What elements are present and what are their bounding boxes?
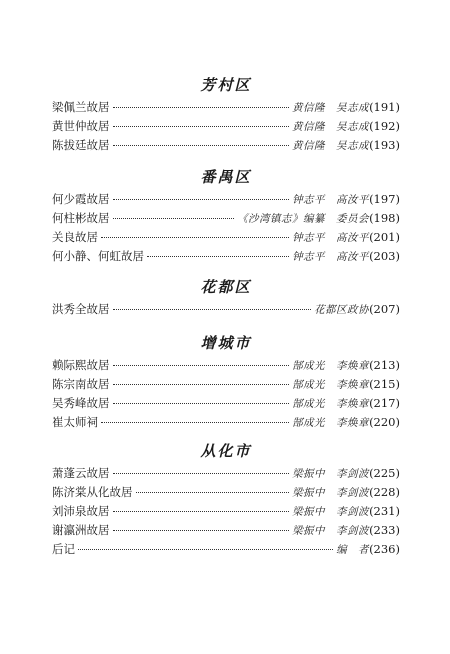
entry-title: 谢瀛洲故居 bbox=[52, 523, 110, 537]
entry-page-number: (201) bbox=[369, 230, 400, 244]
toc-section bbox=[52, 440, 400, 559]
dot-leader bbox=[113, 472, 290, 474]
entry-title: 关良故居 bbox=[52, 230, 98, 244]
toc-entry[interactable] bbox=[52, 209, 400, 228]
dot-leader bbox=[113, 510, 290, 512]
entry-author: 《沙湾镇志》编纂 委员会 bbox=[237, 213, 370, 225]
dot-leader bbox=[113, 144, 290, 146]
entry-author: 黄信隆 吴志成 bbox=[292, 121, 370, 133]
entry-title: 吴秀峰故居 bbox=[52, 396, 110, 410]
entry-title: 萧蓬云故居 bbox=[52, 466, 110, 480]
section-title: 花都区 bbox=[200, 278, 252, 296]
entry-author: 钟志平 高汝平 bbox=[292, 232, 370, 244]
entry-page-number: (192) bbox=[369, 119, 400, 133]
entry-author: 郜成光 李焕章 bbox=[292, 417, 370, 429]
dot-leader bbox=[113, 383, 290, 385]
entry-author: 梁振中 李剑波 bbox=[292, 468, 370, 480]
toc-entry[interactable] bbox=[52, 394, 400, 413]
entry-page-number: (215) bbox=[369, 377, 400, 391]
dot-leader bbox=[113, 106, 290, 108]
entry-author: 郜成光 李焕章 bbox=[292, 379, 370, 391]
dot-leader bbox=[113, 308, 312, 310]
dot-leader bbox=[101, 236, 289, 238]
entry-title: 刘沛泉故居 bbox=[52, 504, 110, 518]
toc-entry[interactable] bbox=[52, 483, 400, 502]
section-title: 增城市 bbox=[200, 334, 252, 352]
dot-leader bbox=[78, 548, 333, 550]
entry-page-number: (231) bbox=[369, 504, 400, 518]
entry-page-number: (203) bbox=[369, 249, 400, 263]
dot-leader bbox=[136, 491, 290, 493]
entry-title: 何少霞故居 bbox=[52, 192, 110, 206]
entry-title: 陈济棠从化故居 bbox=[52, 485, 133, 499]
toc-entry[interactable] bbox=[52, 502, 400, 521]
dot-leader bbox=[113, 364, 290, 366]
section-title: 番禺区 bbox=[200, 168, 252, 186]
dot-leader bbox=[113, 217, 235, 219]
entry-author: 梁振中 李剑波 bbox=[292, 506, 370, 518]
entry-page-number: (193) bbox=[369, 138, 400, 152]
entry-page-number: (228) bbox=[369, 485, 400, 499]
entry-title: 崔太师祠 bbox=[52, 415, 98, 429]
entry-author: 郜成光 李焕章 bbox=[292, 360, 370, 372]
dot-leader bbox=[113, 529, 290, 531]
dot-leader bbox=[101, 421, 289, 423]
entry-page-number: (198) bbox=[369, 211, 400, 225]
entry-title: 陈拔廷故居 bbox=[52, 138, 110, 152]
toc-entry[interactable] bbox=[52, 136, 400, 155]
toc-entry[interactable] bbox=[52, 356, 400, 375]
dot-leader bbox=[147, 255, 289, 257]
section-title: 芳村区 bbox=[200, 76, 252, 94]
toc-entry[interactable] bbox=[52, 247, 400, 266]
toc-section bbox=[52, 276, 400, 319]
entry-title: 梁佩兰故居 bbox=[52, 100, 110, 114]
entry-author: 钟志平 高汝平 bbox=[292, 251, 370, 263]
dot-leader bbox=[113, 125, 290, 127]
toc-entry[interactable] bbox=[52, 190, 400, 209]
toc-section bbox=[52, 166, 400, 266]
toc-entry[interactable] bbox=[52, 117, 400, 136]
toc-entry[interactable] bbox=[52, 521, 400, 540]
entry-author: 钟志平 高汝平 bbox=[292, 194, 370, 206]
section-title: 从化市 bbox=[200, 442, 252, 460]
entry-author: 花都区政协 bbox=[314, 304, 370, 316]
entry-page-number: (236) bbox=[369, 542, 400, 556]
entry-page-number: (191) bbox=[369, 100, 400, 114]
entry-author: 编 者 bbox=[336, 544, 370, 556]
entry-page-number: (225) bbox=[369, 466, 400, 480]
entry-author: 梁振中 李剑波 bbox=[292, 525, 370, 537]
entry-page-number: (220) bbox=[369, 415, 400, 429]
toc-section bbox=[52, 74, 400, 155]
dot-leader bbox=[113, 402, 290, 404]
toc-entry[interactable] bbox=[52, 540, 400, 559]
entry-author: 黄信隆 吴志成 bbox=[292, 102, 370, 114]
toc-entry[interactable] bbox=[52, 464, 400, 483]
entry-author: 黄信隆 吴志成 bbox=[292, 140, 370, 152]
entry-title: 何小静、何虹故居 bbox=[52, 249, 144, 263]
entry-title: 何柱彬故居 bbox=[52, 211, 110, 225]
entry-page-number: (233) bbox=[369, 523, 400, 537]
entry-author: 梁振中 李剑波 bbox=[292, 487, 370, 499]
toc-entry[interactable] bbox=[52, 98, 400, 117]
entry-page-number: (197) bbox=[369, 192, 400, 206]
toc-section bbox=[52, 332, 400, 432]
entry-title: 赖际熙故居 bbox=[52, 358, 110, 372]
entry-page-number: (213) bbox=[369, 358, 400, 372]
entry-title: 陈宗南故居 bbox=[52, 377, 110, 391]
toc-entry[interactable] bbox=[52, 413, 400, 432]
entry-title: 后记 bbox=[52, 542, 75, 556]
toc-entry[interactable] bbox=[52, 375, 400, 394]
entry-title: 黄世仲故居 bbox=[52, 119, 110, 133]
entry-title: 洪秀全故居 bbox=[52, 302, 110, 316]
entry-page-number: (207) bbox=[369, 302, 400, 316]
entry-page-number: (217) bbox=[369, 396, 400, 410]
toc-entry[interactable] bbox=[52, 300, 400, 319]
entry-author: 郜成光 李焕章 bbox=[292, 398, 370, 410]
dot-leader bbox=[113, 198, 290, 200]
toc-entry[interactable] bbox=[52, 228, 400, 247]
